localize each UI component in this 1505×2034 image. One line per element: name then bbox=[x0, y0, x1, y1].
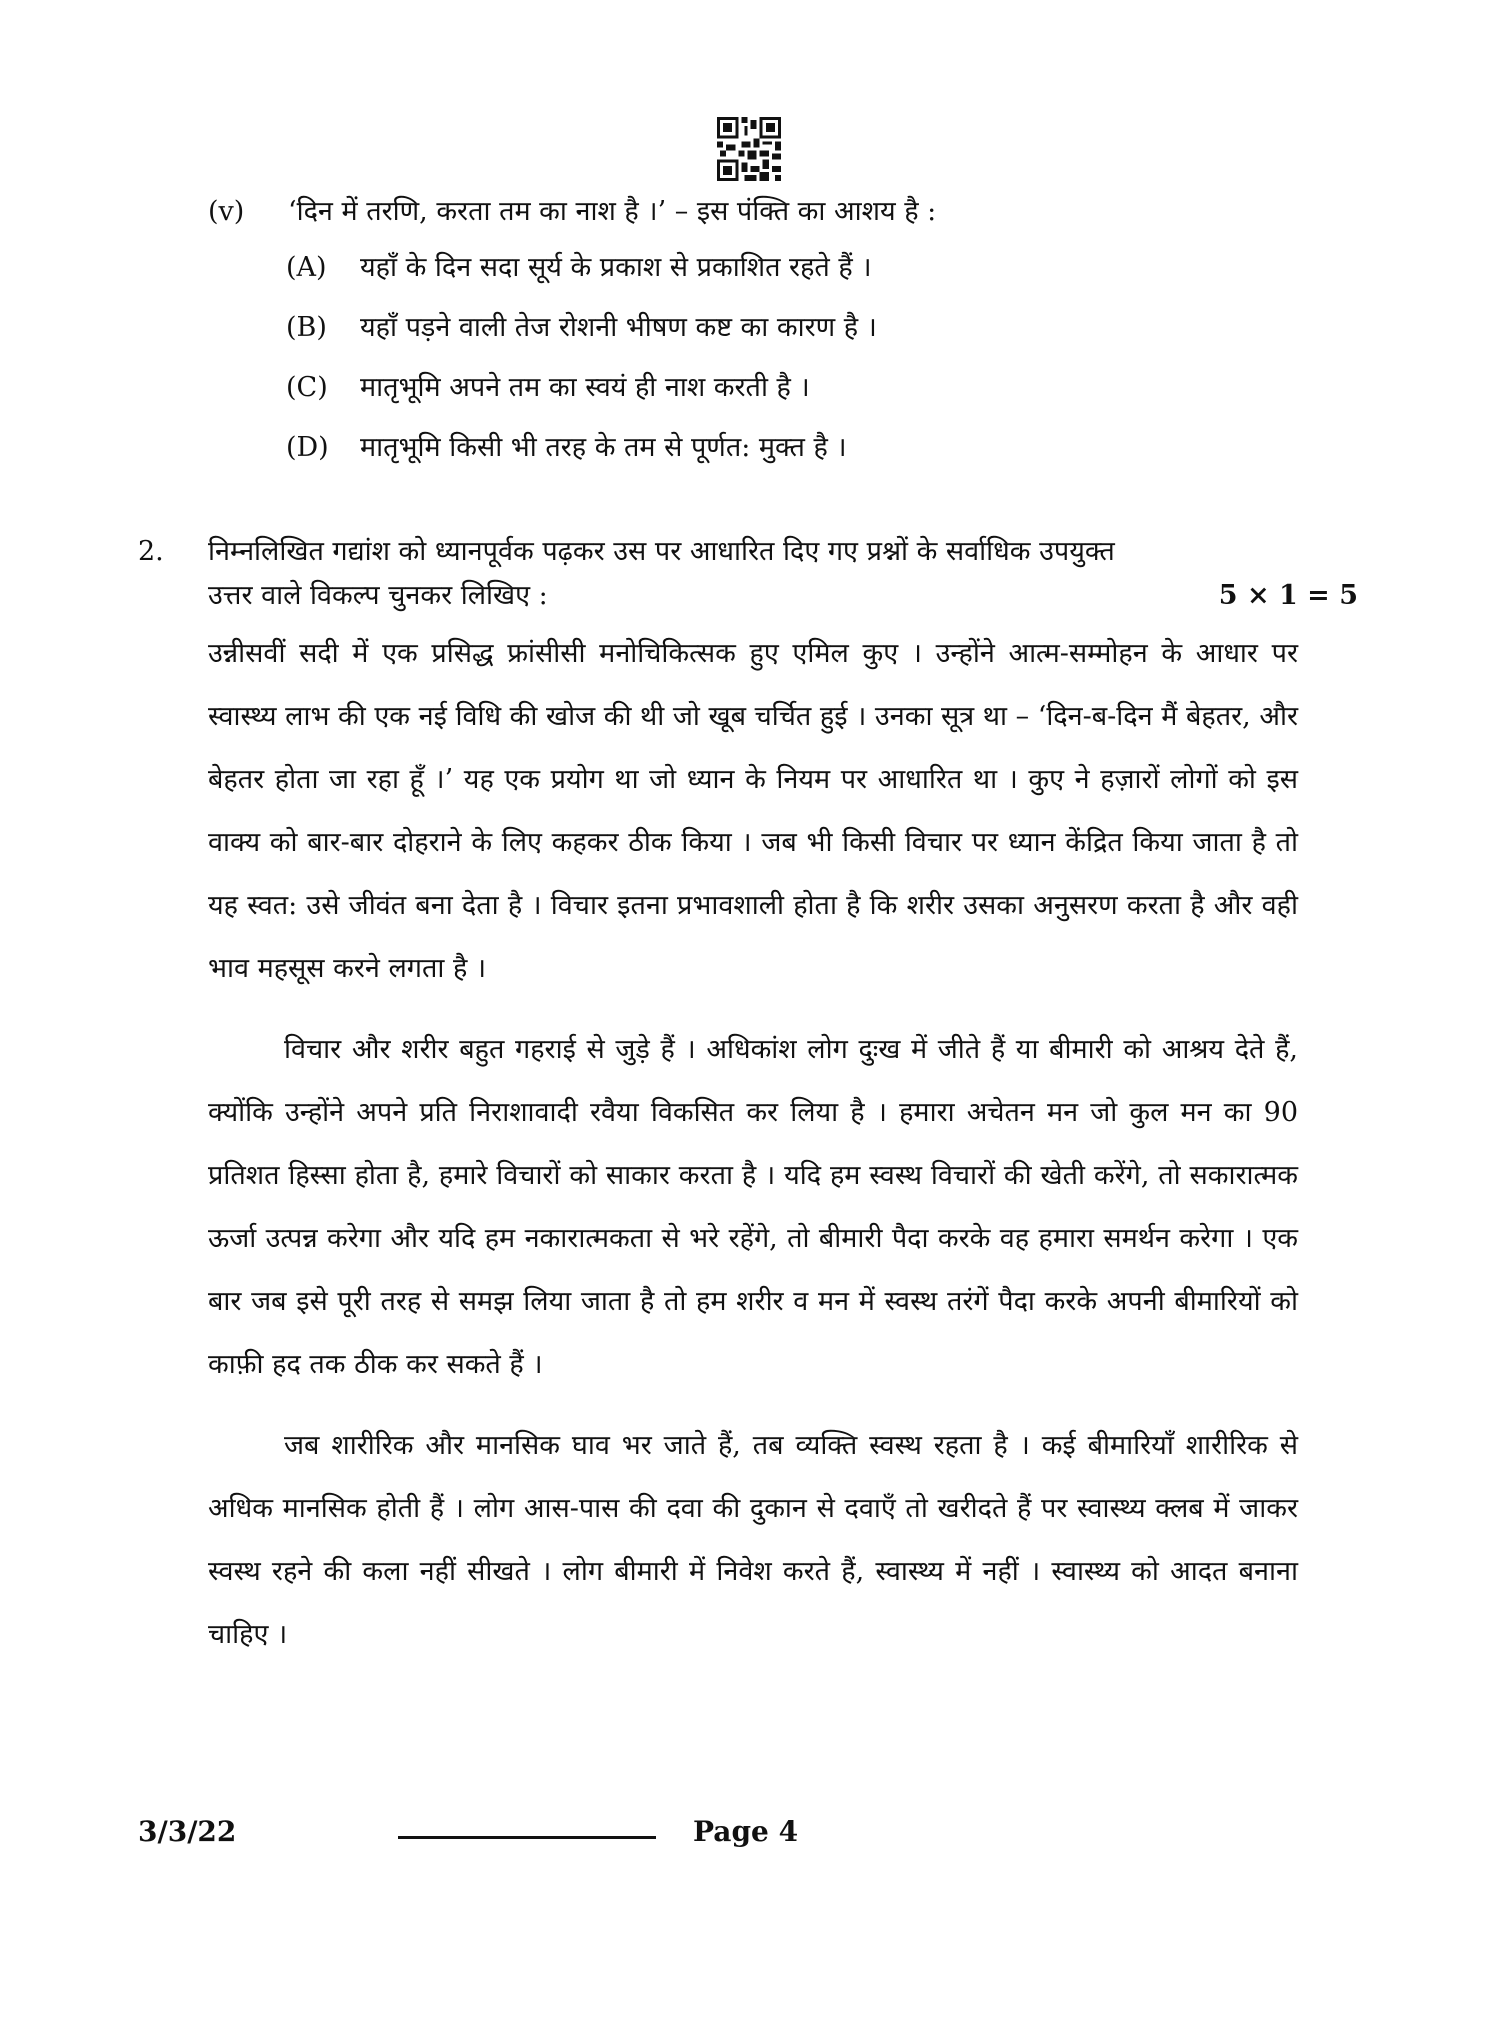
option-text: यहाँ के दिन सदा सूर्य के प्रकाश से प्रकाशित रहते हैं । bbox=[360, 252, 872, 283]
option-label: (A) bbox=[286, 252, 327, 283]
option-c bbox=[286, 366, 1336, 426]
question-instruction bbox=[208, 530, 1358, 618]
passage-paragraph-2: विचार और शरीर बहुत गहराई से जुड़े हैं । अधिकांश लोग दुःख में जीते हैं या बीमारी को आश्रय देते हैं, क्योंकि उन्होंने अपने प्रति निराशावादी रवैया विकसित कर लिया है । हमारा अचेतन मन जो कुल मन का 90 प्रतिशत हिस्सा होता है, हमारे विचारों को साकार करता है । यदि हम स्वस्थ विचारों की खेती करेंगे, तो सकारात्मक ऊर्जा उत्पन्न करेगा और यदि हम नकारात्मकता से भरे रहेंगे, तो बीमारी पैदा करके वह हमारा समर्थन करेगा । एक बार जब इसे पूरी तरह से समझ लिया जाता है तो हम शरीर व मन में स्वस्थ तरंगें पैदा करके अपनी बीमारियों को काफ़ी हद तक ठीक कर सकते हैं । bbox=[208, 1034, 1298, 1380]
instruction-row bbox=[208, 574, 1358, 618]
option-text: मातृभूमि किसी भी तरह के तम से पूर्णत: मुक्त है । bbox=[360, 432, 847, 463]
page-number: Page 4 bbox=[693, 1815, 799, 1848]
options-list bbox=[286, 246, 1336, 486]
option-b bbox=[286, 306, 1336, 366]
passage-paragraph-1: उन्नीसवीं सदी में एक प्रसिद्ध फ्रांसीसी मनोचिकित्सक हुए एमिल कुए । उन्होंने आत्म-सम्मोहन के आधार पर स्वास्थ्य लाभ की एक नई विधि की खोज की थी जो खूब चर्चित हुई । उनका सूत्र था – ‘दिन-ब-दिन मैं बेहतर, और बेहतर होता जा रहा हूँ ।’ यह एक प्रयोग था जो ध्यान के नियम पर आधारित था । कुए ने हज़ारों लोगों को इस वाक्य को बार-बार दोहराने के लिए कहकर ठीक किया । जब भी किसी विचार पर ध्यान केंद्रित किया जाता है तो यह स्वत: उसे जीवंत बना देता है । विचार इतना प्रभावशाली होता है कि शरीर उसका अनुसरण करता है और वही भाव महसूस करने लगता है । bbox=[208, 638, 1298, 984]
instruction-line-2: उत्तर वाले विकल्प चुनकर लिखिए : bbox=[208, 580, 548, 611]
question-v bbox=[208, 190, 1358, 234]
option-label: (C) bbox=[286, 372, 328, 403]
question-number: (v) bbox=[208, 196, 245, 227]
instruction-line-1: निम्नलिखित गद्यांश को ध्यानपूर्वक पढ़कर उस पर आधारित दिए गए प्रश्नों के सर्वाधिक उपयुक्त bbox=[208, 536, 1115, 567]
qr-code bbox=[717, 116, 781, 182]
passage-paragraph-3: जब शारीरिक और मानसिक घाव भर जाते हैं, तब व्यक्ति स्वस्थ रहता है । कई बीमारियाँ शारीरिक से अधिक मानसिक होती हैं । लोग आस-पास की दवा की दुकान से दवाएँ तो खरीदते हैं पर स्वास्थ्य क्लब में जाकर स्वस्थ रहने की कला नहीं सीखते । लोग बीमारी में निवेश करते हैं, स्वास्थ्य में नहीं । स्वास्थ्य को आदत बनाना चाहिए । bbox=[208, 1430, 1298, 1650]
marks-allocation: 5 × 1 = 5 bbox=[1218, 580, 1358, 611]
option-text: मातृभूमि अपने तम का स्वयं ही नाश करती है । bbox=[360, 372, 810, 403]
passage bbox=[208, 622, 1298, 1684]
option-text: यहाँ पड़ने वाली तेज रोशनी भीषण कष्ट का कारण है । bbox=[360, 312, 877, 343]
page-footer bbox=[138, 1815, 1358, 1855]
question-2 bbox=[138, 530, 1358, 618]
option-d bbox=[286, 426, 1336, 486]
option-label: (D) bbox=[286, 432, 329, 463]
footer-divider bbox=[398, 1836, 656, 1839]
option-label: (B) bbox=[286, 312, 327, 343]
question-text: ‘दिन में तरणि, करता तम का नाश है ।’ – इस पंक्ति का आशय है : bbox=[288, 196, 937, 227]
paper-code: 3/3/22 bbox=[138, 1815, 237, 1848]
option-a bbox=[286, 246, 1336, 306]
question-number: 2. bbox=[138, 536, 164, 567]
